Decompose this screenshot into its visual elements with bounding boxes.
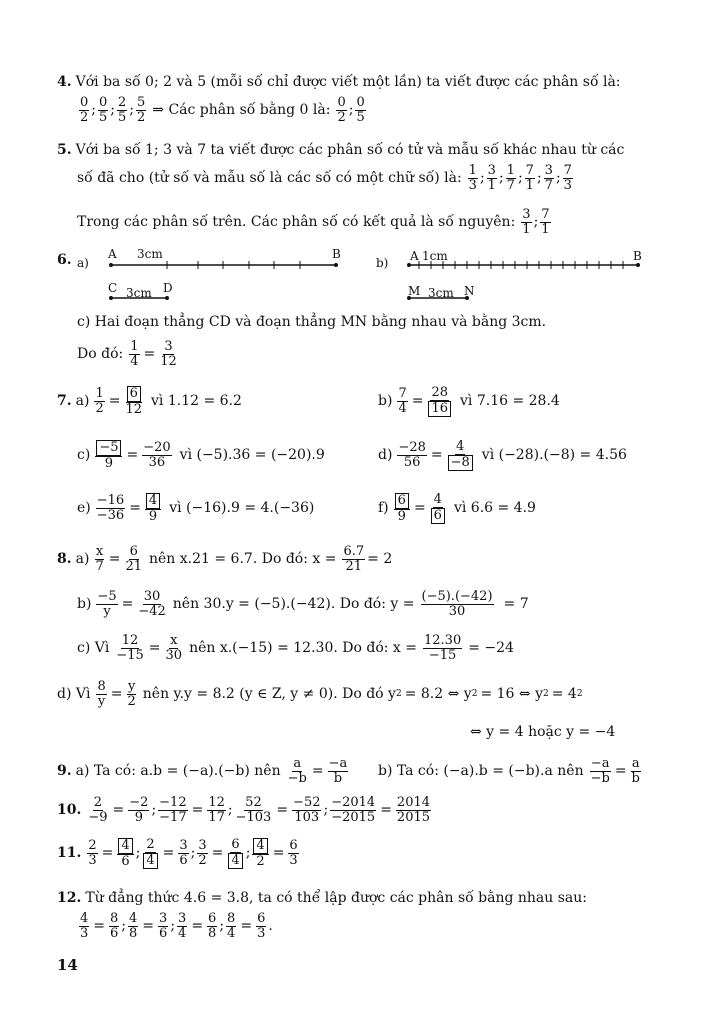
fraction: $\frac{12}{17}$ bbox=[208, 795, 225, 825]
fraction: $\frac{-12}{-17}$ bbox=[159, 795, 187, 825]
fraction: $\frac{a}{-b}$ bbox=[287, 756, 307, 786]
problem-11: 11. $\frac{2}{3}$ = $\frac{4}{6}$ ; $\frac{2}{4}$ = $\frac{3}{6}$ ; $\frac{3}{2}$ = $\frac{6}{4}$ ; $\frac{4}{2}$ = $\frac{6}{3}$ bbox=[57, 837, 298, 870]
fraction: $\frac{8}{4}$ bbox=[227, 911, 236, 941]
fraction: $\frac{4}{9}$ bbox=[145, 493, 161, 524]
fraction: $\frac{8}{6}$ bbox=[110, 911, 119, 941]
problem-5-line2: số đã cho (tử số và mẫu số là các số có một chữ số) là: 1 3 ; 3 1 ; 1 7 ; 7 1 ; 3 7 ; 7 3 bbox=[77, 163, 572, 193]
fraction: $\frac{4}{2}$ bbox=[252, 838, 268, 869]
boxed-answer: 6 bbox=[127, 386, 141, 402]
problem-7-a: 7. a) $\frac{1}{2}$ = $\frac{6}{12}$ vì 1.12 = 6.2 bbox=[57, 386, 242, 418]
problem-7-d: d) $\frac{-28}{56}$ = $\frac{4}{-8}$ vì (−28).(−8) = 4.56 bbox=[378, 439, 627, 470]
problem-7-e: e) $\frac{-16}{-36}$ = $\frac{4}{9}$ vì (−16).9 = 4.(−36) bbox=[77, 493, 315, 525]
segment-a2b2 bbox=[407, 261, 640, 269]
problem-7-f: f) $\frac{6}{9}$ = $\frac{4}{6}$ vì 6.6 = 4.9 bbox=[378, 492, 536, 525]
fraction: $\frac{3}{6}$ bbox=[179, 838, 188, 868]
fraction: $\frac{-5}{9}$ bbox=[95, 440, 122, 471]
fraction: $\frac{-2014}{-2015}$ bbox=[331, 795, 376, 825]
problem-6-conclusion: Do đó: $\frac{1}{4}$ = $\frac{3}{12}$ bbox=[77, 339, 177, 369]
superscript: 2 bbox=[576, 689, 583, 700]
text: = 8.2 ⇔ y bbox=[404, 686, 472, 703]
point-label: D bbox=[163, 281, 173, 295]
fraction: $\frac{-20}{36}$ bbox=[143, 440, 171, 470]
fraction: $\frac{6}{21}$ bbox=[125, 544, 142, 574]
fraction: $\frac{6}{8}$ bbox=[208, 911, 217, 941]
problem-number: 8. bbox=[57, 551, 72, 568]
problem-8-a: 8. a) $\frac{x}{7}$ = $\frac{6}{21}$ nên x.21 = 6.7. Do đó: x = $\frac{6.7}{21}$ = 2 bbox=[57, 544, 393, 574]
problem-8-d2 bbox=[470, 724, 615, 740]
problem-text: Từ đẳng thức 4.6 = 3.8, ta có thể lập được các phân số bằng nhau sau: bbox=[85, 890, 588, 906]
problem-5-line1 bbox=[57, 142, 624, 158]
fraction: $\frac{3}{2}$ bbox=[198, 838, 207, 868]
problem-7-c: c) $\frac{-5}{9}$ = $\frac{-20}{36}$ vì (−5).36 = (−20).9 bbox=[77, 440, 325, 472]
fraction: $\frac{-28}{56}$ bbox=[398, 440, 426, 470]
part-label: a) bbox=[77, 256, 89, 270]
segment-diagrams bbox=[100, 256, 660, 306]
problem-8-d: d) Vì $\frac{8}{y}$ = $\frac{y}{2}$ nên y.y = 8.2 (y ∈ Z, y ≠ 0). Do đó y 2 = 8.2 ⇔ y 2 = 16 ⇔ y 2 = 4 2 bbox=[57, 679, 583, 709]
fraction: $\frac{x}{30}$ bbox=[165, 633, 183, 663]
reason: vì (−16).9 = 4.(−36) bbox=[169, 500, 315, 517]
point-label: A bbox=[410, 249, 419, 263]
fraction: $\frac{2}{4}$ bbox=[142, 838, 158, 869]
problem-text: Với ba số 0; 2 và 5 (mỗi số chỉ được viết một lần) ta viết được các phân số là: bbox=[75, 74, 621, 90]
segment-length: 3cm bbox=[428, 286, 454, 300]
boxed-answer: 4 bbox=[146, 493, 160, 509]
fraction: $\frac{2}{3}$ bbox=[88, 838, 97, 868]
segment-length: 1cm bbox=[422, 249, 448, 263]
problem-10: 10. $\frac{2}{-9}$ = $\frac{-2}{9}$ ; $\frac{-12}{-17}$ = $\frac{12}{17}$ ; $\frac{52}{-103}$ = $\frac{-52}{103}$ ; $\frac{-2014}{-2015}$ = $\frac{2014}{2015}$ bbox=[57, 795, 431, 825]
text: nên y.y = 8.2 (y ∈ Z, y ≠ 0). Do đó y bbox=[142, 686, 396, 703]
point-label: N bbox=[464, 284, 475, 298]
text: = 16 ⇔ y bbox=[480, 686, 543, 703]
point-label: B bbox=[332, 247, 341, 261]
fraction: $\frac{8}{y}$ bbox=[97, 679, 106, 709]
text: b) Ta có: (−a).b = (−b).a nên bbox=[378, 763, 584, 780]
point-label: C bbox=[108, 281, 118, 295]
problem-9-b: b) Ta có: (−a).b = (−b).a nên $\frac{-a}{-b}$ = $\frac{a}{b}$ bbox=[378, 756, 640, 786]
fraction: $\frac{-a}{-b}$ bbox=[590, 756, 610, 786]
boxed-answer: 4 bbox=[118, 838, 132, 854]
fraction: 3 1 bbox=[522, 207, 531, 237]
fraction: $\frac{1}{2}$ bbox=[95, 386, 104, 416]
boxed-answer: −5 bbox=[96, 440, 121, 456]
problem-8-c: c) Vì $\frac{12}{-15}$ = $\frac{x}{30}$ nên x.(−15) = 12.30. Do đó: x = $\frac{12.30}{-15}$ = −24 bbox=[77, 633, 514, 663]
fraction: $\frac{7}{4}$ bbox=[398, 386, 407, 416]
fraction: $\frac{4}{6}$ bbox=[430, 493, 446, 524]
fraction: $\frac{4}{8}$ bbox=[129, 911, 138, 941]
part-label: b) bbox=[378, 393, 393, 410]
point-label: A bbox=[108, 247, 117, 261]
problem-4-line2: 0 2 ; 0 5 ; 2 5 ; 5 2 ⇒ Các phân số bằng 0 là: 0 2 ; 0 5 bbox=[80, 95, 365, 125]
fraction: $\frac{2}{-9}$ bbox=[88, 795, 108, 825]
problem-5-line3: Trong các phân số trên. Các phân số có kết quả là số nguyên: 3 1 ; 7 1 bbox=[77, 207, 550, 237]
problem-text: số đã cho (tử số và mẫu số là các số có một chữ số) là: bbox=[77, 170, 462, 187]
text: nên x.(−15) = 12.30. Do đó: x = bbox=[189, 640, 417, 657]
text: = 2 bbox=[367, 551, 393, 568]
reason: vì (−28).(−8) = 4.56 bbox=[481, 447, 627, 464]
text: a) Ta có: a.b = (−a).(−b) nên bbox=[75, 763, 281, 780]
fraction: 5 2 bbox=[137, 95, 146, 125]
reason: vì 7.16 = 28.4 bbox=[460, 393, 560, 410]
problem-text: Trong các phân số trên. Các phân số có kết quả là số nguyên: bbox=[77, 214, 516, 231]
fraction: $\frac{12.30}{-15}$ bbox=[424, 633, 462, 663]
boxed-answer: 4 bbox=[143, 853, 157, 869]
reason: vì 6.6 = 4.9 bbox=[453, 500, 536, 517]
reason: vì (−5).36 = (−20).9 bbox=[179, 447, 325, 464]
problem-number: 6. bbox=[57, 252, 72, 268]
part-label: d) Vì bbox=[57, 686, 91, 703]
fraction: $\frac{(-5).(-42)}{30}$ bbox=[421, 589, 493, 619]
problem-8-b: b) $\frac{-5}{y}$ = $\frac{30}{-42}$ nên 30.y = (−5).(−42). Do đó: y = $\frac{(-5).(-42)}{30}$ = 7 bbox=[77, 589, 529, 619]
fraction: 7 3 bbox=[563, 163, 572, 193]
problem-number: 5. bbox=[57, 142, 72, 158]
fraction: $\frac{3}{6}$ bbox=[159, 911, 168, 941]
text: = 4 bbox=[551, 686, 577, 703]
problem-number: 11. bbox=[57, 845, 82, 862]
fraction: $\frac{-16}{-36}$ bbox=[96, 493, 125, 523]
fraction: $\frac{3}{12}$ bbox=[160, 339, 177, 369]
fraction: $\frac{1}{4}$ bbox=[130, 339, 139, 369]
part-label: e) bbox=[77, 500, 91, 517]
page-number: 14 bbox=[57, 956, 78, 974]
part-label: d) bbox=[378, 447, 393, 464]
fraction: 2 5 bbox=[118, 95, 127, 125]
problem-text: Với ba số 1; 3 và 7 ta viết được các phân số có tử và mẫu số khác nhau từ các bbox=[75, 142, 625, 158]
superscript: 2 bbox=[542, 689, 549, 700]
fraction: $\frac{4}{3}$ bbox=[80, 911, 89, 941]
fraction: $\frac{4}{-8}$ bbox=[447, 440, 474, 471]
reason: vì 1.12 = 6.2 bbox=[151, 393, 242, 410]
problem-6-c bbox=[77, 314, 546, 330]
superscript: 2 bbox=[471, 689, 478, 700]
fraction: $\frac{-2}{9}$ bbox=[129, 795, 149, 825]
fraction: 7 1 bbox=[525, 163, 534, 193]
boxed-answer: 4 bbox=[253, 838, 267, 854]
problem-7-b: b) $\frac{7}{4}$ = $\frac{28}{16}$ vì 7.16 = 28.4 bbox=[378, 385, 560, 416]
boxed-answer: 16 bbox=[428, 401, 451, 417]
fraction: 3 7 bbox=[544, 163, 553, 193]
problem-12-line2: $\frac{4}{3}$ = $\frac{8}{6}$ ; $\frac{4}{8}$ = $\frac{3}{6}$ ; $\frac{3}{4}$ = $\frac{6}{8}$ ; $\frac{8}{4}$ = $\frac{6}{3}$ . bbox=[80, 911, 273, 941]
part-label: b) bbox=[77, 596, 92, 613]
fraction: $\frac{30}{-42}$ bbox=[138, 589, 166, 619]
fraction: $\frac{6}{4}$ bbox=[227, 838, 243, 869]
fraction: 1 3 bbox=[468, 163, 477, 193]
fraction: $\frac{-a}{b}$ bbox=[328, 756, 348, 786]
fraction: $\frac{6}{9}$ bbox=[394, 493, 410, 524]
fraction: 7 1 bbox=[541, 207, 550, 237]
part-label: f) bbox=[378, 500, 389, 517]
text: ⇔ y = 4 hoặc y = −4 bbox=[470, 724, 616, 740]
segment-ab bbox=[109, 261, 338, 269]
fraction: $\frac{-5}{y}$ bbox=[97, 589, 117, 619]
problem-number: 9. bbox=[57, 763, 72, 780]
fraction: 0 2 bbox=[337, 95, 346, 125]
text: = 7 bbox=[503, 596, 529, 613]
fraction: $\frac{52}{-103}$ bbox=[235, 795, 272, 825]
text: ⇒ Các phân số bằng 0 là: bbox=[152, 102, 331, 119]
fraction: $\frac{a}{b}$ bbox=[631, 756, 640, 786]
fraction: 0 2 bbox=[80, 95, 89, 125]
fraction: $\frac{3}{4}$ bbox=[178, 911, 187, 941]
fraction: 0 5 bbox=[356, 95, 365, 125]
text: nên x.21 = 6.7. Do đó: x = bbox=[149, 551, 337, 568]
fraction: $\frac{6}{3}$ bbox=[289, 838, 298, 868]
part-label: c) Vì bbox=[77, 640, 110, 657]
fraction: 3 1 bbox=[487, 163, 496, 193]
problem-number: 7. bbox=[57, 393, 72, 410]
fraction: $\frac{6}{12}$ bbox=[125, 386, 142, 418]
problem-12-line1 bbox=[57, 890, 587, 906]
boxed-answer: 4 bbox=[228, 853, 242, 869]
point-label: B bbox=[633, 249, 642, 263]
text: nên 30.y = (−5).(−42). Do đó: y = bbox=[172, 596, 415, 613]
part-label: a) bbox=[75, 551, 90, 568]
problem-text: c) Hai đoạn thẳng CD và đoạn thẳng MN bằng nhau và bằng 3cm. bbox=[77, 314, 547, 330]
fraction: 1 7 bbox=[506, 163, 515, 193]
part-label: c) bbox=[77, 447, 91, 464]
fraction: $\frac{x}{7}$ bbox=[95, 544, 104, 574]
fraction: $\frac{12}{-15}$ bbox=[116, 633, 144, 663]
problem-number: 4. bbox=[57, 74, 72, 90]
fraction: 0 5 bbox=[99, 95, 108, 125]
problem-number: 12. bbox=[57, 890, 82, 906]
segment-length: 3cm bbox=[126, 286, 152, 300]
boxed-answer: 6 bbox=[395, 493, 409, 509]
fraction: $\frac{y}{2}$ bbox=[127, 679, 136, 709]
part-label: a) bbox=[75, 393, 90, 410]
text: = −24 bbox=[468, 640, 514, 657]
text: Do đó: bbox=[77, 346, 124, 363]
boxed-answer: −8 bbox=[448, 455, 473, 471]
fraction: $\frac{4}{6}$ bbox=[117, 838, 133, 869]
problem-number: 10. bbox=[57, 802, 82, 819]
boxed-answer: 6 bbox=[431, 508, 445, 524]
point-label: M bbox=[408, 284, 421, 298]
fraction: $\frac{-52}{103}$ bbox=[293, 795, 321, 825]
problem-9-a: 9. a) Ta có: a.b = (−a).(−b) nên $\frac{a}{-b}$ = $\frac{-a}{b}$ bbox=[57, 756, 348, 786]
part-label: b) bbox=[376, 256, 389, 270]
fraction: $\frac{28}{16}$ bbox=[427, 386, 452, 417]
problem-4-line1 bbox=[57, 74, 621, 90]
fraction: $\frac{6.7}{21}$ bbox=[343, 544, 365, 574]
segment-length: 3cm bbox=[137, 247, 163, 261]
superscript: 2 bbox=[395, 689, 402, 700]
fraction: $\frac{2014}{2015}$ bbox=[396, 795, 431, 825]
fraction: $\frac{6}{3}$ bbox=[257, 911, 266, 941]
